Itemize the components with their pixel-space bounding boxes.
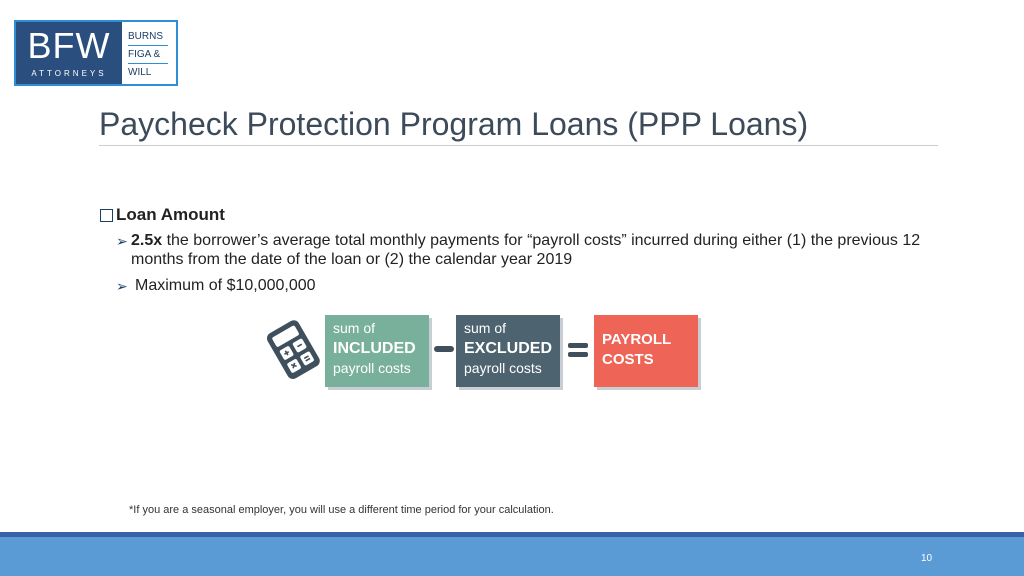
title-divider: [99, 145, 938, 146]
multiplier: 2.5x: [131, 232, 163, 249]
included-line3: payroll costs: [333, 360, 411, 376]
sub-bullet-2-text: Maximum of $10,000,000: [135, 277, 316, 294]
slide-title: Paycheck Protection Program Loans (PPP Loans): [99, 106, 809, 142]
bullet-list: [100, 204, 940, 296]
included-payroll-box: [325, 315, 429, 387]
logo-mark: BFW: [27, 25, 111, 66]
minus-icon: [434, 346, 454, 352]
excluded-line1: sum of: [464, 320, 507, 336]
included-line2: INCLUDED: [333, 340, 416, 357]
result-line2: COSTS: [602, 351, 654, 368]
firm-logo: [14, 20, 178, 86]
equals-icon-bar: [568, 352, 588, 357]
sub-bullet-1-body: the borrower’s average total monthly payments for “payroll costs” incurred during either (1) the previous 12 months from the date of the loan or (2) the calendar year 2019: [131, 232, 921, 268]
logo-subtitle: ATTORNEYS: [31, 69, 107, 78]
checkbox-square-icon: [100, 209, 113, 222]
result-line1: PAYROLL: [602, 331, 672, 348]
payroll-costs-box: [594, 315, 698, 387]
excluded-payroll-box: [456, 315, 560, 387]
equals-icon: [568, 343, 588, 348]
sub-bullet-2: [100, 276, 940, 296]
calculator-icon: [262, 318, 324, 384]
logo-names: [122, 22, 176, 84]
logo-name-2: FIGA &: [128, 46, 168, 64]
section-bullet: [100, 204, 940, 226]
logo-name-1: BURNS: [128, 28, 168, 46]
arrow-bullet-icon: ➢: [116, 233, 128, 249]
logo-name-3: WILL: [128, 67, 152, 78]
sub-bullet-1: [100, 231, 940, 269]
included-line1: sum of: [333, 320, 376, 336]
page-number: 10: [921, 553, 933, 564]
footer-band: [0, 537, 1024, 576]
excluded-line3: payroll costs: [464, 360, 542, 376]
arrow-bullet-icon: ➢: [116, 278, 128, 294]
footnote: *If you are a seasonal employer, you will use a different time period for your calculation.: [129, 504, 554, 516]
sub-bullet-1-text: [131, 231, 921, 269]
section-label: Loan Amount: [116, 205, 225, 224]
logo-mark-block: [16, 22, 122, 84]
excluded-line2: EXCLUDED: [464, 340, 553, 357]
